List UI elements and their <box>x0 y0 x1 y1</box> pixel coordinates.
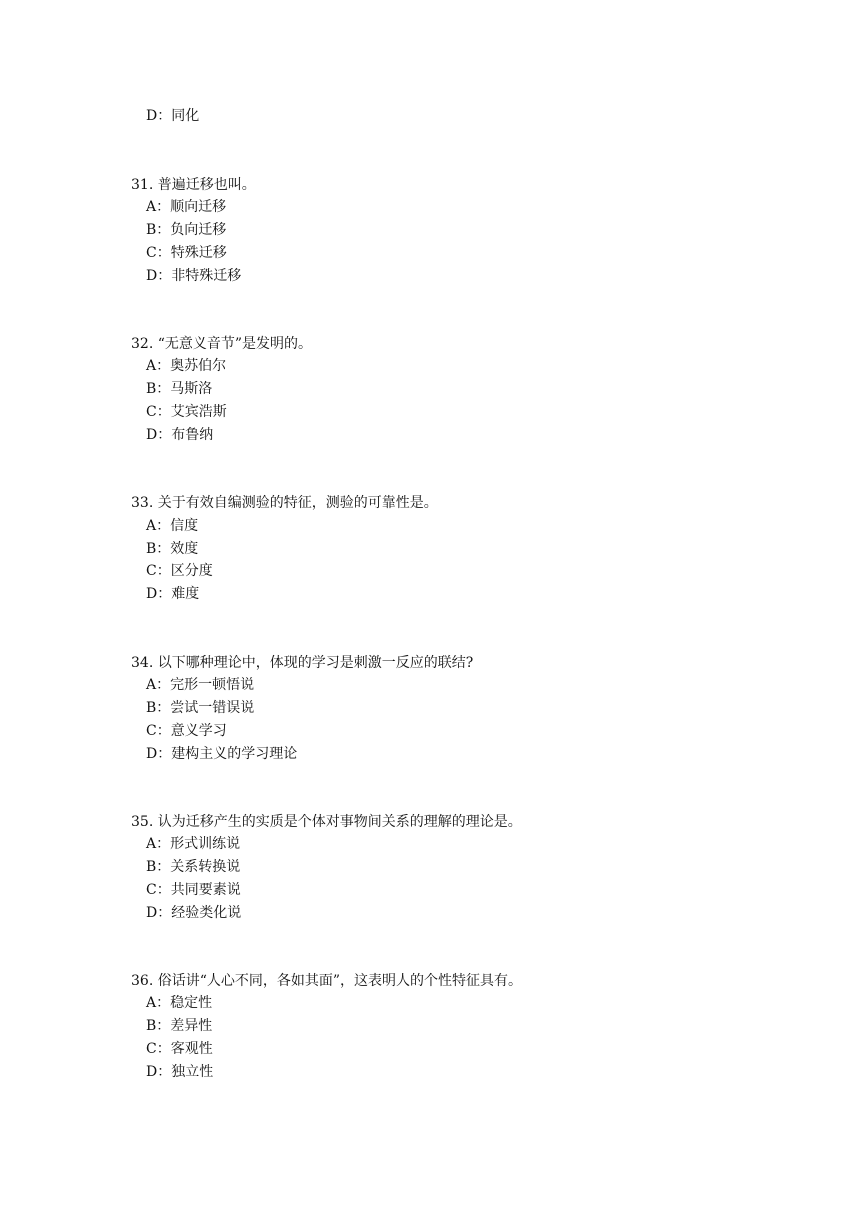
question-36-option-b: B：差异性 <box>146 1018 213 1034</box>
question-31-option-a: A：顺向迁移 <box>146 199 227 215</box>
question-32-option-d: D：布鲁纳 <box>146 427 214 443</box>
question-36-stem: 36. 俗话讲“人心不同，各如其面”，这表明人的个性特征具有。 <box>131 973 523 989</box>
question-34-option-c: C：意义学习 <box>146 723 227 739</box>
question-35-option-b: B：关系转换说 <box>146 859 241 875</box>
question-34-option-b: B：尝试一错误说 <box>146 700 255 716</box>
question-31-stem: 31. 普遍迁移也叫。 <box>131 177 256 193</box>
question-31-option-c: C：特殊迁移 <box>146 245 227 261</box>
question-34-option-a: A：完形一顿悟说 <box>146 677 255 693</box>
question-33-stem: 33. 关于有效自编测验的特征，测验的可靠性是。 <box>131 495 438 511</box>
question-35-option-a: A：形式训练说 <box>146 836 241 852</box>
question-36-option-a: A：稳定性 <box>146 995 213 1011</box>
question-35-option-d: D：经验类化说 <box>146 905 242 921</box>
question-32-option-b: B：马斯洛 <box>146 381 213 397</box>
question-36-option-d: D：独立性 <box>146 1064 214 1080</box>
question-34-stem: 34. 以下哪种理论中，体现的学习是刺激一反应的联结? <box>131 655 474 671</box>
question-34-option-d: D：建构主义的学习理论 <box>146 746 298 762</box>
carryover-option-d: D：同化 <box>146 108 200 124</box>
question-33-option-b: B：效度 <box>146 541 199 557</box>
question-35-stem: 35. 认为迁移产生的实质是个体对事物间关系的理解的理论是。 <box>131 814 522 830</box>
question-35-option-c: C：共同要素说 <box>146 882 241 898</box>
question-36-option-c: C：客观性 <box>146 1041 213 1057</box>
question-31-option-b: B：负向迁移 <box>146 222 227 238</box>
question-33-option-d: D：难度 <box>146 586 200 602</box>
question-32-option-c: C：艾宾浩斯 <box>146 404 227 420</box>
question-33-option-a: A：信度 <box>146 518 199 534</box>
question-31-option-d: D：非特殊迁移 <box>146 268 242 284</box>
question-32-stem: 32. “无意义音节”是发明的。 <box>131 336 313 352</box>
question-33-option-c: C：区分度 <box>146 563 213 579</box>
question-32-option-a: A：奥苏伯尔 <box>146 358 227 374</box>
